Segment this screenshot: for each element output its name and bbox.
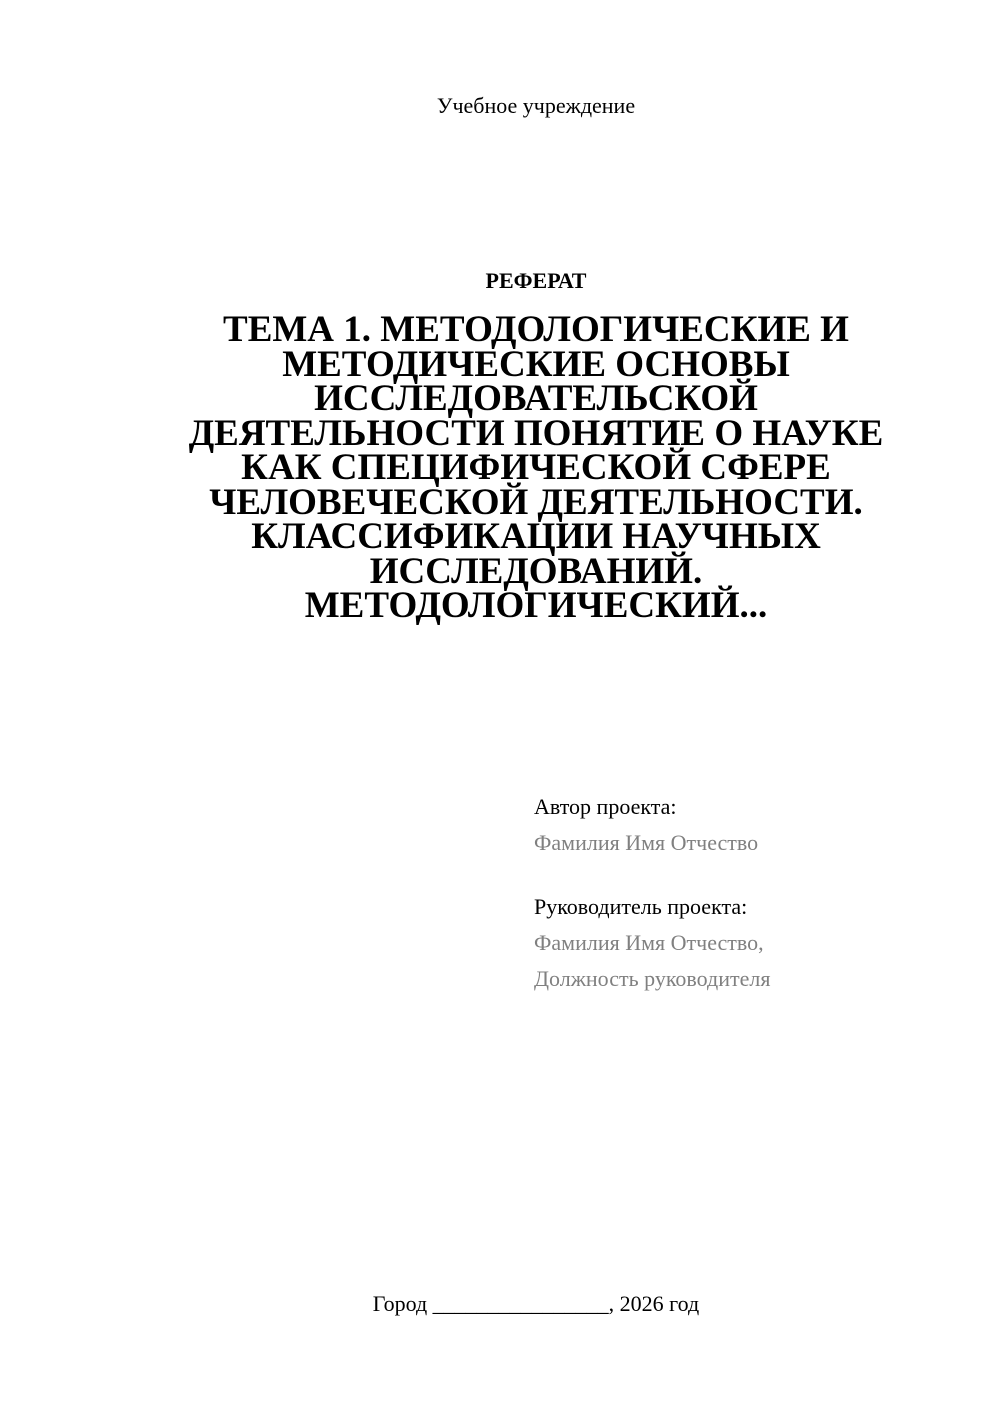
title-line: КАК СПЕЦИФИЧЕСКОЙ СФЕРЕ: [241, 447, 831, 488]
title-line: ИССЛЕДОВАТЕЛЬСКОЙ: [314, 378, 758, 419]
author-label: Автор проекта:: [534, 794, 677, 819]
spacer: [534, 861, 770, 889]
author-name-placeholder: Фамилия Имя Отчество: [534, 830, 759, 855]
document-title: [160, 309, 912, 626]
project-people-block: [534, 789, 770, 997]
city-year-line: Город ________________, 2026 год: [372, 1291, 700, 1316]
title-line: ЧЕЛОВЕЧЕСКОЙ ДЕЯТЕЛЬНОСТИ.: [209, 481, 863, 523]
title-line: ДЕЯТЕЛЬНОСТИ ПОНЯТИЕ О НАУКЕ: [188, 412, 884, 454]
supervisor-name-placeholder: Фамилия Имя Отчество,: [534, 930, 764, 955]
document-type-heading: РЕФЕРАТ: [485, 268, 587, 293]
title-line: ИССЛЕДОВАНИЙ.: [369, 550, 703, 592]
title-line: ТЕМА 1. МЕТОДОЛОГИЧЕСКИЕ И: [223, 309, 849, 350]
supervisor-position-placeholder: Должность руководителя: [534, 966, 771, 991]
title-line: КЛАССИФИКАЦИИ НАУЧНЫХ: [251, 516, 821, 557]
title-line: МЕТОДИЧЕСКИЕ ОСНОВЫ: [282, 343, 790, 385]
supervisor-label: Руководитель проекта:: [534, 894, 748, 919]
title-line: МЕТОДОЛОГИЧЕСКИЙ...: [304, 585, 768, 626]
institution-name: Учебное учреждение: [436, 93, 636, 118]
